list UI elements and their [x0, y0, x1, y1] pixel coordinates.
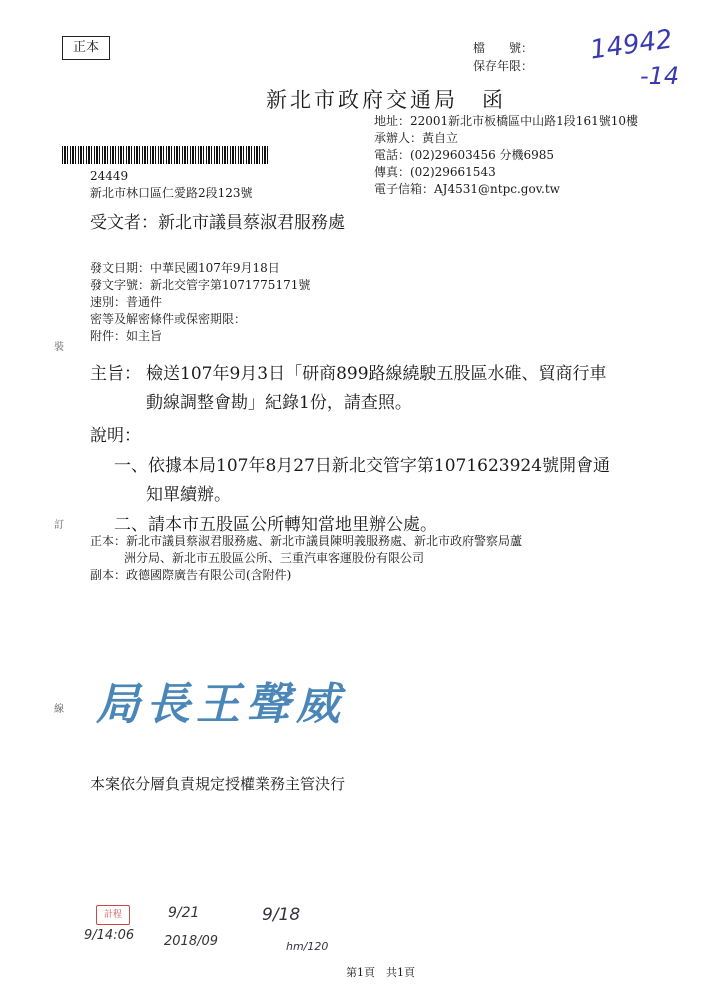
secrecy-level: 密等及解密條件或保密期限： [90, 312, 247, 326]
explanation-item-1-line-2: 知單續辦。 [146, 485, 231, 505]
sender-email: 電子信箱：AJ4531@ntpc.gov.tw [374, 182, 560, 196]
barcode [62, 146, 268, 164]
delivery-speed: 速別：普通件 [90, 295, 163, 309]
document-title: 新北市政府交通局 函 [266, 88, 506, 112]
delegation-note: 本案依分層負責規定授權業務主管決行 [90, 775, 346, 793]
subject-line-1: 檢送107年9月3日「研商899路線繞駛五股區水碓、貿商行車 [146, 364, 607, 384]
sender-phone: 電話：(02)29603456 分機6985 [374, 148, 555, 162]
handwritten-receipt-5: hm/120 [286, 940, 329, 953]
handwritten-receipt-1: 9/14:06 [84, 928, 135, 943]
subject-label: 主旨： [90, 364, 141, 384]
cc-main-line-2: 洲分局、新北市五股區公所、三重汽車客運股份有限公司 [124, 551, 425, 565]
sender-contact: 承辦人：黃自立 [374, 131, 459, 145]
document-number: 發文字號：新北交管字第1071775171號 [90, 278, 311, 292]
handwritten-receipt-3: 2018/09 [164, 934, 219, 949]
copy-type-box: 正本 [62, 36, 110, 60]
page-footer: 第1頁 共1頁 [346, 966, 415, 979]
recipient: 受文者：新北市議員蔡淑君服務處 [90, 213, 345, 233]
issue-date: 發文日期：中華民國107年9月18日 [90, 261, 280, 275]
handwritten-receipt-2: 9/21 [168, 905, 200, 921]
recipient-postal-code: 24449 [90, 169, 129, 183]
retention-label: 保存年限： [473, 59, 534, 73]
explanation-item-1-line-1: 一、依據本局107年8月27日新北交管字第1071623924號開會通 [114, 456, 611, 476]
handwritten-file-number: 14942 [588, 24, 675, 66]
handwritten-receipt-4: 9/18 [262, 905, 301, 925]
binding-mark-middle: 訂 [54, 520, 64, 531]
attachment: 附件：如主旨 [90, 329, 163, 343]
director-signature: 局長王聲威 [96, 679, 346, 730]
handwritten-file-suffix: -14 [640, 62, 680, 90]
recipient-address: 新北市林口區仁愛路2段123號 [90, 186, 253, 200]
file-number-label: 檔 號： [473, 41, 534, 55]
explanation-item-2: 二、請本市五股區公所轉知當地里辦公處。 [114, 515, 437, 535]
binding-mark-top: 裝 [54, 342, 64, 353]
cc-main-line-1: 正本：新北市議員蔡淑君服務處、新北市議員陳明義服務處、新北市政府警察局蘆 [90, 534, 523, 548]
cc-copy: 副本：政德國際廣告有限公司(含附件) [90, 568, 292, 582]
explanation-label: 說明： [90, 426, 141, 446]
binding-mark-bottom: 線 [54, 704, 64, 715]
sender-address: 地址：22001新北市板橋區中山路1段161號10樓 [374, 114, 638, 128]
subject-line-2: 動線調整會勘」紀錄1份，請查照。 [146, 393, 412, 413]
red-seal: 計程 [96, 905, 130, 925]
sender-fax: 傳真：(02)29661543 [374, 165, 496, 179]
